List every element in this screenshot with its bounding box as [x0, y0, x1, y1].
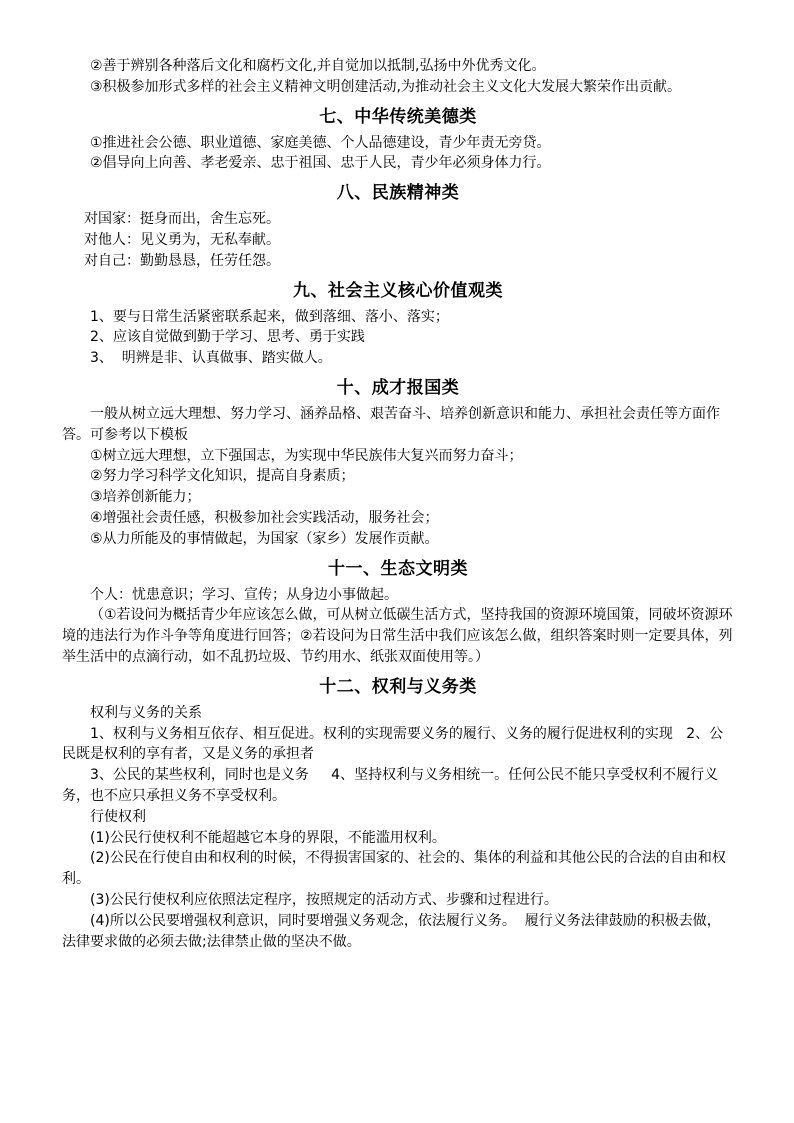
sec12-item: (3)公民行使权利应依照法定程序，按照规定的活动方式、步骤和过程进行。: [90, 891, 558, 908]
sec12-subheading: 权利与义务的关系: [90, 704, 202, 721]
sec12-relation: 3、公民的某些权利，同时也是义务 4、坚持权利与义务相统一。任何公民不能只享受权利不履行义务，也不应只承担义务不享受权利。: [62, 767, 719, 804]
sec8-line: 对自己：勤勤恳恳，任劳任怨。: [84, 252, 280, 269]
sec7-line: ②倡导向上向善、孝老爱亲、忠于祖国、忠于人民，青少年必须身体力行。: [90, 155, 551, 172]
sec7-line: ①推进社会公德、职业道德、家庭美德、个人品德建设，青少年责无旁贷。: [90, 134, 551, 151]
section-title-8: 八、民族精神类: [336, 183, 460, 204]
sec10-line: ⑤从力所能及的事情做起，为国家（家乡）发展作贡献。: [90, 530, 439, 547]
sec12-item: (4)所以公民要增强权利意识，同时要增强义务观念，依法履行义务。 履行义务法律鼓励的积极去做，法律要求做的必须去做;法律禁止做的坚决不做。: [62, 912, 721, 950]
sec8-line: 对他人：见义勇为，无私奉献。: [84, 231, 280, 248]
intro-line-2: ②善于辨别各种落后文化和腐朽文化,并自觉加以抵制,弘扬中外优秀文化。: [90, 58, 546, 74]
sec10-line: ③培养创新能力；: [90, 489, 201, 506]
sec12-subheading: 行使权利: [90, 808, 146, 825]
sec11-line: 个人：忧患意识；学习、宣传；从身边小事做起。: [90, 586, 398, 603]
section-title-12: 十二、权利与义务类: [319, 676, 477, 697]
section-title-7: 七、中华传统美德类: [319, 106, 477, 127]
sec10-line: ④增强社会责任感，积极参加社会实践活动，服务社会；: [90, 509, 439, 526]
sec12-item: (2)公民在行使自由和权利的时候，不得损害国家的、社会的、集体的利益和其他公民的合法的自由和权利。: [62, 850, 726, 888]
sec9-line: 1、要与日常生活紧密联系起来，做到落细、落小、落实；: [90, 308, 449, 325]
section-title-11: 十一、生态文明类: [328, 558, 468, 579]
intro-line-3: ③积极参加形式多样的社会主义精神文明创建活动,为推动社会主义文化大发展大繁荣作出贡献。: [90, 78, 681, 95]
sec10-intro: 一般从树立远大理想、努力学习、涵养品格、艰苦奋斗、培养创新意识和能力、承担社会责任等方面作答。可参考以下模板: [62, 405, 720, 443]
sec8-line: 对国家：挺身而出，舍生忘死。: [84, 211, 280, 228]
section-title-10: 十、成才报国类: [336, 377, 460, 398]
sec9-line: 3、 明辨是非、认真做事、踏实做人。: [90, 350, 332, 367]
sec10-line: ②努力学习科学文化知识，提高自身素质；: [90, 468, 355, 485]
document-page: [62, 56, 734, 952]
sec9-line: 2、应该自觉做到勤于学习、思考、勇于实践: [90, 329, 365, 346]
sec11-paragraph: （①若设问为概括青少年应该怎么做，可从树立低碳生活方式，坚持我国的资源环境国策，同破坏资源环境的违法行为作斗争等角度进行回答；②若设问为日常生活中我们应该怎么做，组织答案时则一定要具体，列举生活中的点滴行动，如不乱扔垃圾、节约用水、纸张双面使用等。）: [62, 607, 733, 665]
sec10-line: ①树立远大理想，立下强国志，为实现中华民族伟大复兴而努力奋斗；: [90, 447, 523, 464]
sec12-relation: 1、权利与义务相互依存、相互促进。权利的实现需要义务的履行、义务的履行促进权利的实现 2、公民既是权利的享有者，又是义务的承担者: [62, 725, 724, 763]
section-title-9: 九、社会主义核心价值观类: [293, 280, 503, 301]
sec12-item: (1)公民行使权利不能超越它本身的界限，不能滥用权利。: [90, 829, 446, 846]
